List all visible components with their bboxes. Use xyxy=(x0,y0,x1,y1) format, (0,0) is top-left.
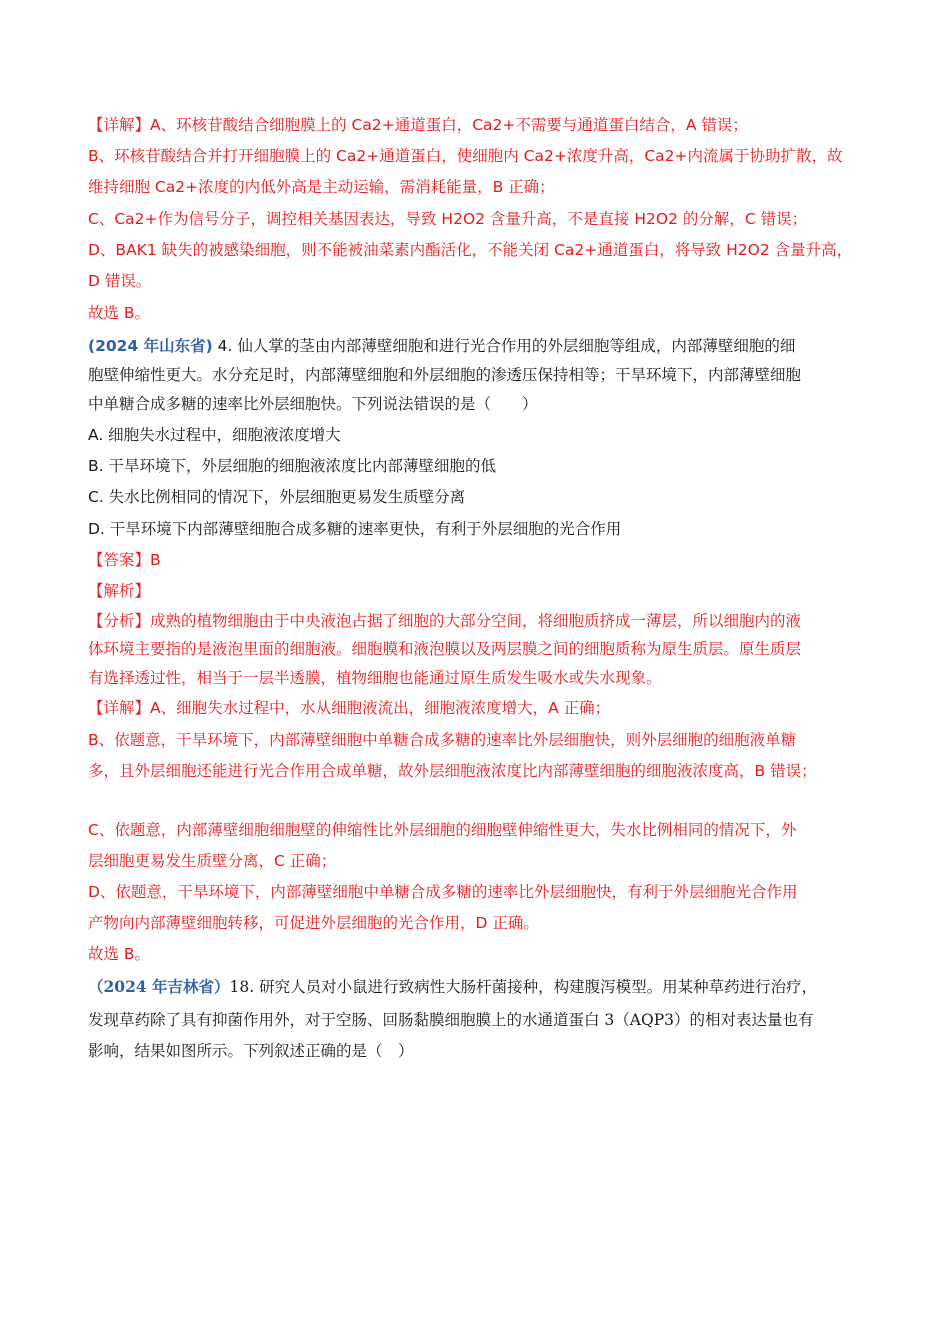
option-d: D. 干旱环境下内部薄壁细胞合成多糖的速率更快，有利于外层细胞的光合作用 xyxy=(88,520,622,538)
question-text: 中单糖合成多糖的速率比外层细胞快。下列说法错误的是（ ） xyxy=(88,395,538,413)
source-tag: (2024 年山东省) xyxy=(88,337,213,355)
question-text: 18. 研究人员对小鼠进行致病性大肠杆菌接种，构建腹泻模型。用某种草药进行治疗， xyxy=(229,978,818,996)
question-text: 影响，结果如图所示。下列叙述正确的是（ ） xyxy=(88,1042,414,1060)
option-c: C. 失水比例相同的情况下，外层细胞更易发生质壁分离 xyxy=(88,488,466,506)
detail-line: 多，且外层细胞还能进行光合作用合成单糖，故外层细胞液浓度比内部薄壁细胞的细胞液浓度高，B 错误； xyxy=(88,762,817,780)
detail-line: D、BAK1 缺失的被感染细胞，则不能被油菜素内酯活化，不能关闭 Ca2+通道蛋白，将导致 H2O2 含量升高， xyxy=(88,241,853,259)
conclusion-line: 故选 B。 xyxy=(88,945,151,963)
answer-label: 【答案】B xyxy=(88,551,161,569)
question-text: 4. 仙人掌的茎由内部薄壁细胞和进行光合作用的外层细胞等组成，内部薄壁细胞的细 xyxy=(212,337,796,355)
question-text: 胞壁伸缩性更大。水分充足时，内部薄壁细胞和外层细胞的渗透压保持相等；干旱环境下，内部薄壁细胞 xyxy=(88,366,802,384)
detail-line: 产物向内部薄壁细胞转移，可促进外层细胞的光合作用，D 正确。 xyxy=(88,914,539,932)
question-18-stem xyxy=(88,976,817,998)
analysis-line: 有选择透过性，相当于一层半透膜，植物细胞也能通过原生质发生吸水或失水现象。 xyxy=(88,669,662,687)
option-a: A. 细胞失水过程中，细胞液浓度增大 xyxy=(88,426,341,444)
detail-line: C、Ca2+作为信号分子，调控相关基因表达，导致 H2O2 含量升高，不是直接 H2O2 的分解，C 错误； xyxy=(88,210,808,228)
source-tag: （2024 年吉林省） xyxy=(88,977,230,996)
detail-line: B、环核苷酸结合并打开细胞膜上的 Ca2+通道蛋白，使细胞内 Ca2+浓度升高，Ca2+内流属于协助扩散，故 xyxy=(88,147,843,165)
option-b: B. 干旱环境下，外层细胞的细胞液浓度比内部薄壁细胞的低 xyxy=(88,457,496,475)
question-text: 发现草药除了具有抑菌作用外，对于空肠、回肠黏膜细胞膜上的水通道蛋白 3（AQP3）的相对表达量也有 xyxy=(88,1011,814,1029)
question-4-stem xyxy=(88,335,795,357)
detail-line: C、依题意，内部薄壁细胞细胞壁的伸缩性比外层细胞的细胞壁伸缩性更大，失水比例相同的情况下，外 xyxy=(88,821,797,839)
detail-line: 维持细胞 Ca2+浓度的内低外高是主动运输，需消耗能量，B 正确； xyxy=(88,178,555,196)
detail-line: 【详解】A、细胞失水过程中，水从细胞液流出，细胞液浓度增大，A 正确； xyxy=(88,699,611,717)
detail-line: D 错误。 xyxy=(88,272,152,290)
detail-line: 【详解】A、环核苷酸结合细胞膜上的 Ca2+通道蛋白，Ca2+不需要与通道蛋白结合，A 错误； xyxy=(88,116,748,134)
analysis-heading: 【解析】 xyxy=(88,582,151,600)
detail-line: D、依题意，干旱环境下，内部薄壁细胞中单糖合成多糖的速率比外层细胞快，有利于外层细胞光合作用 xyxy=(88,883,798,901)
detail-line: B、依题意，干旱环境下，内部薄壁细胞中单糖合成多糖的速率比外层细胞快，则外层细胞的细胞液单糖 xyxy=(88,731,797,749)
detail-line: 层细胞更易发生质壁分离，C 正确； xyxy=(88,852,337,870)
analysis-line: 【分析】成熟的植物细胞由于中央液泡占据了细胞的大部分空间，将细胞质挤成一薄层，所以细胞内的液 xyxy=(88,612,802,630)
analysis-line: 体环境主要指的是液泡里面的细胞液。细胞膜和液泡膜以及两层膜之间的细胞质称为原生质层。原生质层 xyxy=(88,640,802,658)
conclusion-line: 故选 B。 xyxy=(88,304,151,322)
